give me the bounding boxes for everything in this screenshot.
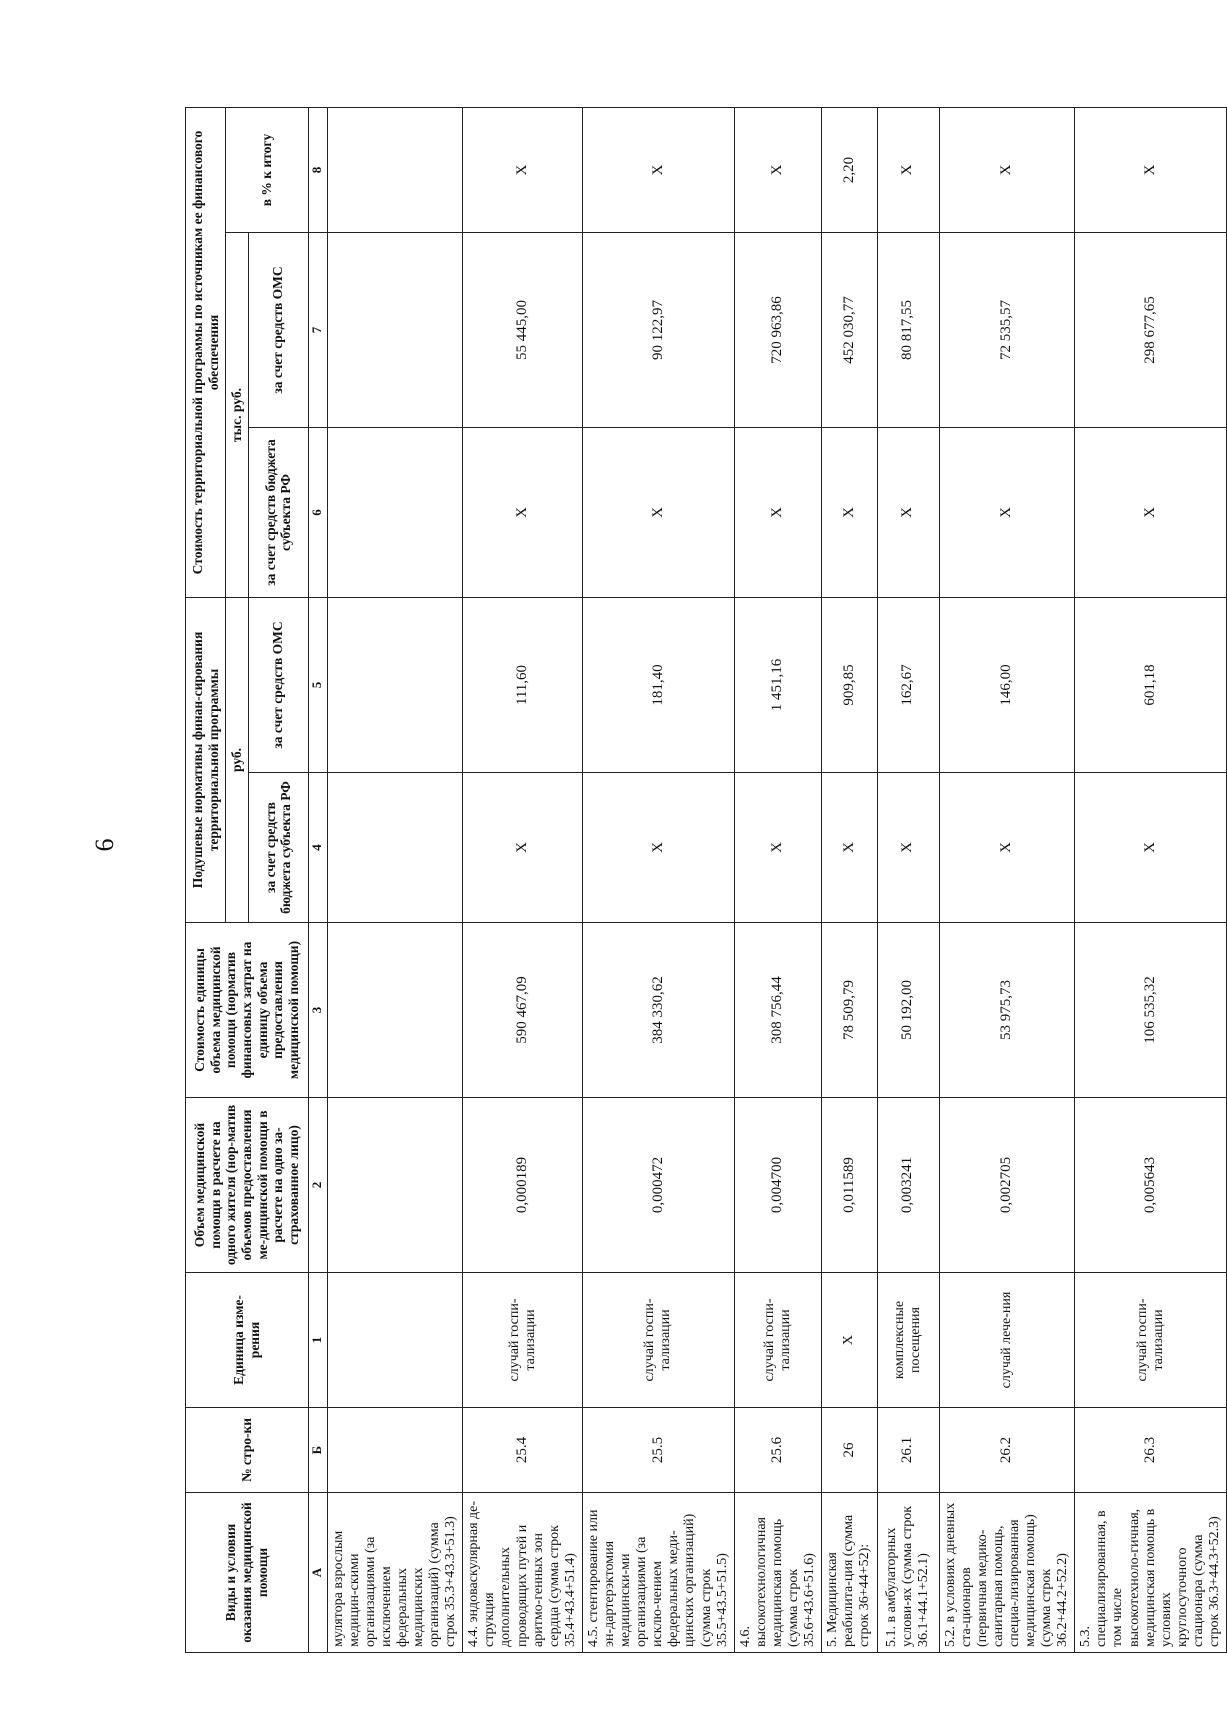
header-norm-oms: за счет средств ОМС (248, 598, 308, 773)
row-cost-oms: 72 535,57 (939, 233, 1075, 428)
index-cell: Б (308, 1408, 327, 1493)
row-cost-budget: Х (463, 428, 583, 598)
row-cost-budget: Х (822, 428, 877, 598)
row-norm-oms: 162,67 (877, 598, 939, 773)
table-row (734, 108, 821, 1653)
index-cell: 4 (308, 773, 327, 923)
row-name: 5.3. специализированная, в том числе высокотехноло-гичная, медицинская помощь в условиях круглосуточного стационара (сумма строк 36.3+44.3+52.3) (1075, 1493, 1227, 1653)
row-line: 25.5 (582, 1408, 734, 1493)
header-cost-budget: за счет средств бюджета субъекта РФ (248, 428, 308, 598)
index-cell: 5 (308, 598, 327, 773)
row-volume: 0,003241 (877, 1098, 939, 1273)
row-line: 25.4 (463, 1408, 583, 1493)
row-percent: Х (877, 108, 939, 233)
table-row (939, 108, 1075, 1653)
index-cell: 7 (308, 233, 327, 428)
table-row (1075, 108, 1227, 1653)
header-unit-cost: Стоимость единицы объема медицинской помощи (норматив финансовых затрат на единицу объема предоставления медицинской помощи) (186, 923, 309, 1098)
row-unit-cost (327, 923, 463, 1098)
row-percent: Х (463, 108, 583, 233)
financing-table (185, 107, 1227, 1653)
row-cost-budget: Х (1075, 428, 1227, 598)
row-volume: 0,004700 (734, 1098, 821, 1273)
row-norm-oms: 909,85 (822, 598, 877, 773)
row-volume: 0,002705 (939, 1098, 1075, 1273)
header-norm-unit: руб. (226, 598, 249, 923)
row-unit: случай госпи-тализации (463, 1273, 583, 1408)
row-name: 5. Медицинская реабилита-ция (сумма строк 36+44+52): (822, 1493, 877, 1653)
index-cell: 1 (308, 1273, 327, 1408)
row-norm-budget: Х (1075, 773, 1227, 923)
row-norm-oms: 181,40 (582, 598, 734, 773)
row-name: 5.2. в условиях дневных ста-ционаров (первичная медико-санитарная помощь, специа-лизированная медицинская помощь) (сумма строк 36.2+44.2+52.2) (939, 1493, 1075, 1653)
header-norm-budget: за счет средств бюджета субъекта РФ (248, 773, 308, 923)
row-percent: Х (582, 108, 734, 233)
header-percent: в % к итогу (226, 108, 309, 233)
row-name: 4.6. высокотехнологичная медицинская помощь (сумма строк 35.6+43.6+51.6) (734, 1493, 821, 1653)
row-norm-budget (327, 773, 463, 923)
header-cost-unit: тыс. руб. (226, 233, 249, 598)
row-percent: Х (939, 108, 1075, 233)
index-cell: 2 (308, 1098, 327, 1273)
row-norm-budget: Х (463, 773, 583, 923)
row-cost-budget: Х (877, 428, 939, 598)
row-percent: Х (734, 108, 821, 233)
index-cell: 6 (308, 428, 327, 598)
row-volume (327, 1098, 463, 1273)
table-container (185, 108, 1223, 1653)
table-row (877, 108, 939, 1653)
row-cost-oms: 55 445,00 (463, 233, 583, 428)
row-unit-cost: 590 467,09 (463, 923, 583, 1098)
row-percent (327, 108, 463, 233)
row-cost-budget: Х (734, 428, 821, 598)
row-cost-budget: Х (582, 428, 734, 598)
row-line: 25.6 (734, 1408, 821, 1493)
header-volume: Объем медицинской помощи в расчете на одного жителя (нор-матив объемов предоставления ме-дицинской помощи в расчете на одно за-страхованное лицо) (186, 1098, 309, 1273)
row-unit: Х (822, 1273, 877, 1408)
row-cost-budget (327, 428, 463, 598)
header-unit: Единица изме-рения (186, 1273, 309, 1408)
table-row (582, 108, 734, 1653)
row-volume: 0,011589 (822, 1098, 877, 1273)
row-volume: 0,005643 (1075, 1098, 1227, 1273)
row-norm-budget: Х (822, 773, 877, 923)
row-line: 26.1 (877, 1408, 939, 1493)
header-cost-oms: за счет средств ОМС (248, 233, 308, 428)
row-norm-oms: 601,18 (1075, 598, 1227, 773)
row-unit: случай лече-ния (939, 1273, 1075, 1408)
row-line: 26 (822, 1408, 877, 1493)
index-cell: А (308, 1493, 327, 1653)
header-line-number: № стро-ки (186, 1408, 309, 1493)
row-norm-oms: 111,60 (463, 598, 583, 773)
row-volume: 0,000189 (463, 1098, 583, 1273)
row-norm-budget: Х (734, 773, 821, 923)
row-norm-budget: Х (582, 773, 734, 923)
row-percent: Х (1075, 108, 1227, 233)
row-unit: случай госпи-тализации (734, 1273, 821, 1408)
table-row (822, 108, 877, 1653)
row-line: 26.3 (1075, 1408, 1227, 1493)
row-unit: случай госпи-тализации (1075, 1273, 1227, 1408)
row-volume: 0,000472 (582, 1098, 734, 1273)
table-row (327, 108, 463, 1653)
index-cell: 3 (308, 923, 327, 1098)
row-unit-cost: 50 192,00 (877, 923, 939, 1098)
row-norm-budget: Х (877, 773, 939, 923)
row-name: мулятора взрослым медицин-скими организациями (за исключением федеральных медицинских организаций) (сумма строк 35.3+43.3+51.3) (327, 1493, 463, 1653)
table-row (463, 108, 583, 1653)
row-unit: случай госпи-тализации (582, 1273, 734, 1408)
header-per-capita-norms: Подушевые нормативы финан-сирования территориальной программы (186, 598, 226, 923)
row-percent: 2,20 (822, 108, 877, 233)
row-norm-budget: Х (939, 773, 1075, 923)
row-unit-cost: 384 330,62 (582, 923, 734, 1098)
row-cost-oms: 298 677,65 (1075, 233, 1227, 428)
row-name: 5.1. в амбулаторных услови-ях (сумма строк 36.1+44.1+52.1) (877, 1493, 939, 1653)
row-unit-cost: 106 535,32 (1075, 923, 1227, 1098)
row-unit: комплексные посещения (877, 1273, 939, 1408)
row-line: 26.2 (939, 1408, 1075, 1493)
row-cost-oms: 720 963,86 (734, 233, 821, 428)
header-program-cost: Стоимость территориальной программы по источникам ее финансового обеспечения (186, 108, 226, 598)
row-name: 4.5. стентирование или эн-дартерэктомия медицински-ми организациями (за исклю-чением федеральных меди-цинских организаций) (сумма строк 35.5+43.5+51.5) (582, 1493, 734, 1653)
row-norm-oms: 146,00 (939, 598, 1075, 773)
row-cost-oms: 80 817,55 (877, 233, 939, 428)
row-unit-cost: 78 509,79 (822, 923, 877, 1098)
row-unit (327, 1273, 463, 1408)
row-norm-oms: 1 451,16 (734, 598, 821, 773)
header-types: Виды и условия оказания медицинской помощи (186, 1493, 309, 1653)
row-cost-oms: 452 030,77 (822, 233, 877, 428)
page-number: 6 (90, 838, 119, 852)
row-cost-oms: 90 122,97 (582, 233, 734, 428)
row-unit-cost: 308 756,44 (734, 923, 821, 1098)
row-cost-budget: Х (939, 428, 1075, 598)
row-line (327, 1408, 463, 1493)
index-cell: 8 (308, 108, 327, 233)
row-unit-cost: 53 975,73 (939, 923, 1075, 1098)
row-name: 4.4. эндоваскулярная де-струкция дополнительных проводящих путей и аритмо-генных зон сердца (сумма строк 35.4+43.4+51.4) (463, 1493, 583, 1653)
row-cost-oms (327, 233, 463, 428)
row-norm-oms (327, 598, 463, 773)
